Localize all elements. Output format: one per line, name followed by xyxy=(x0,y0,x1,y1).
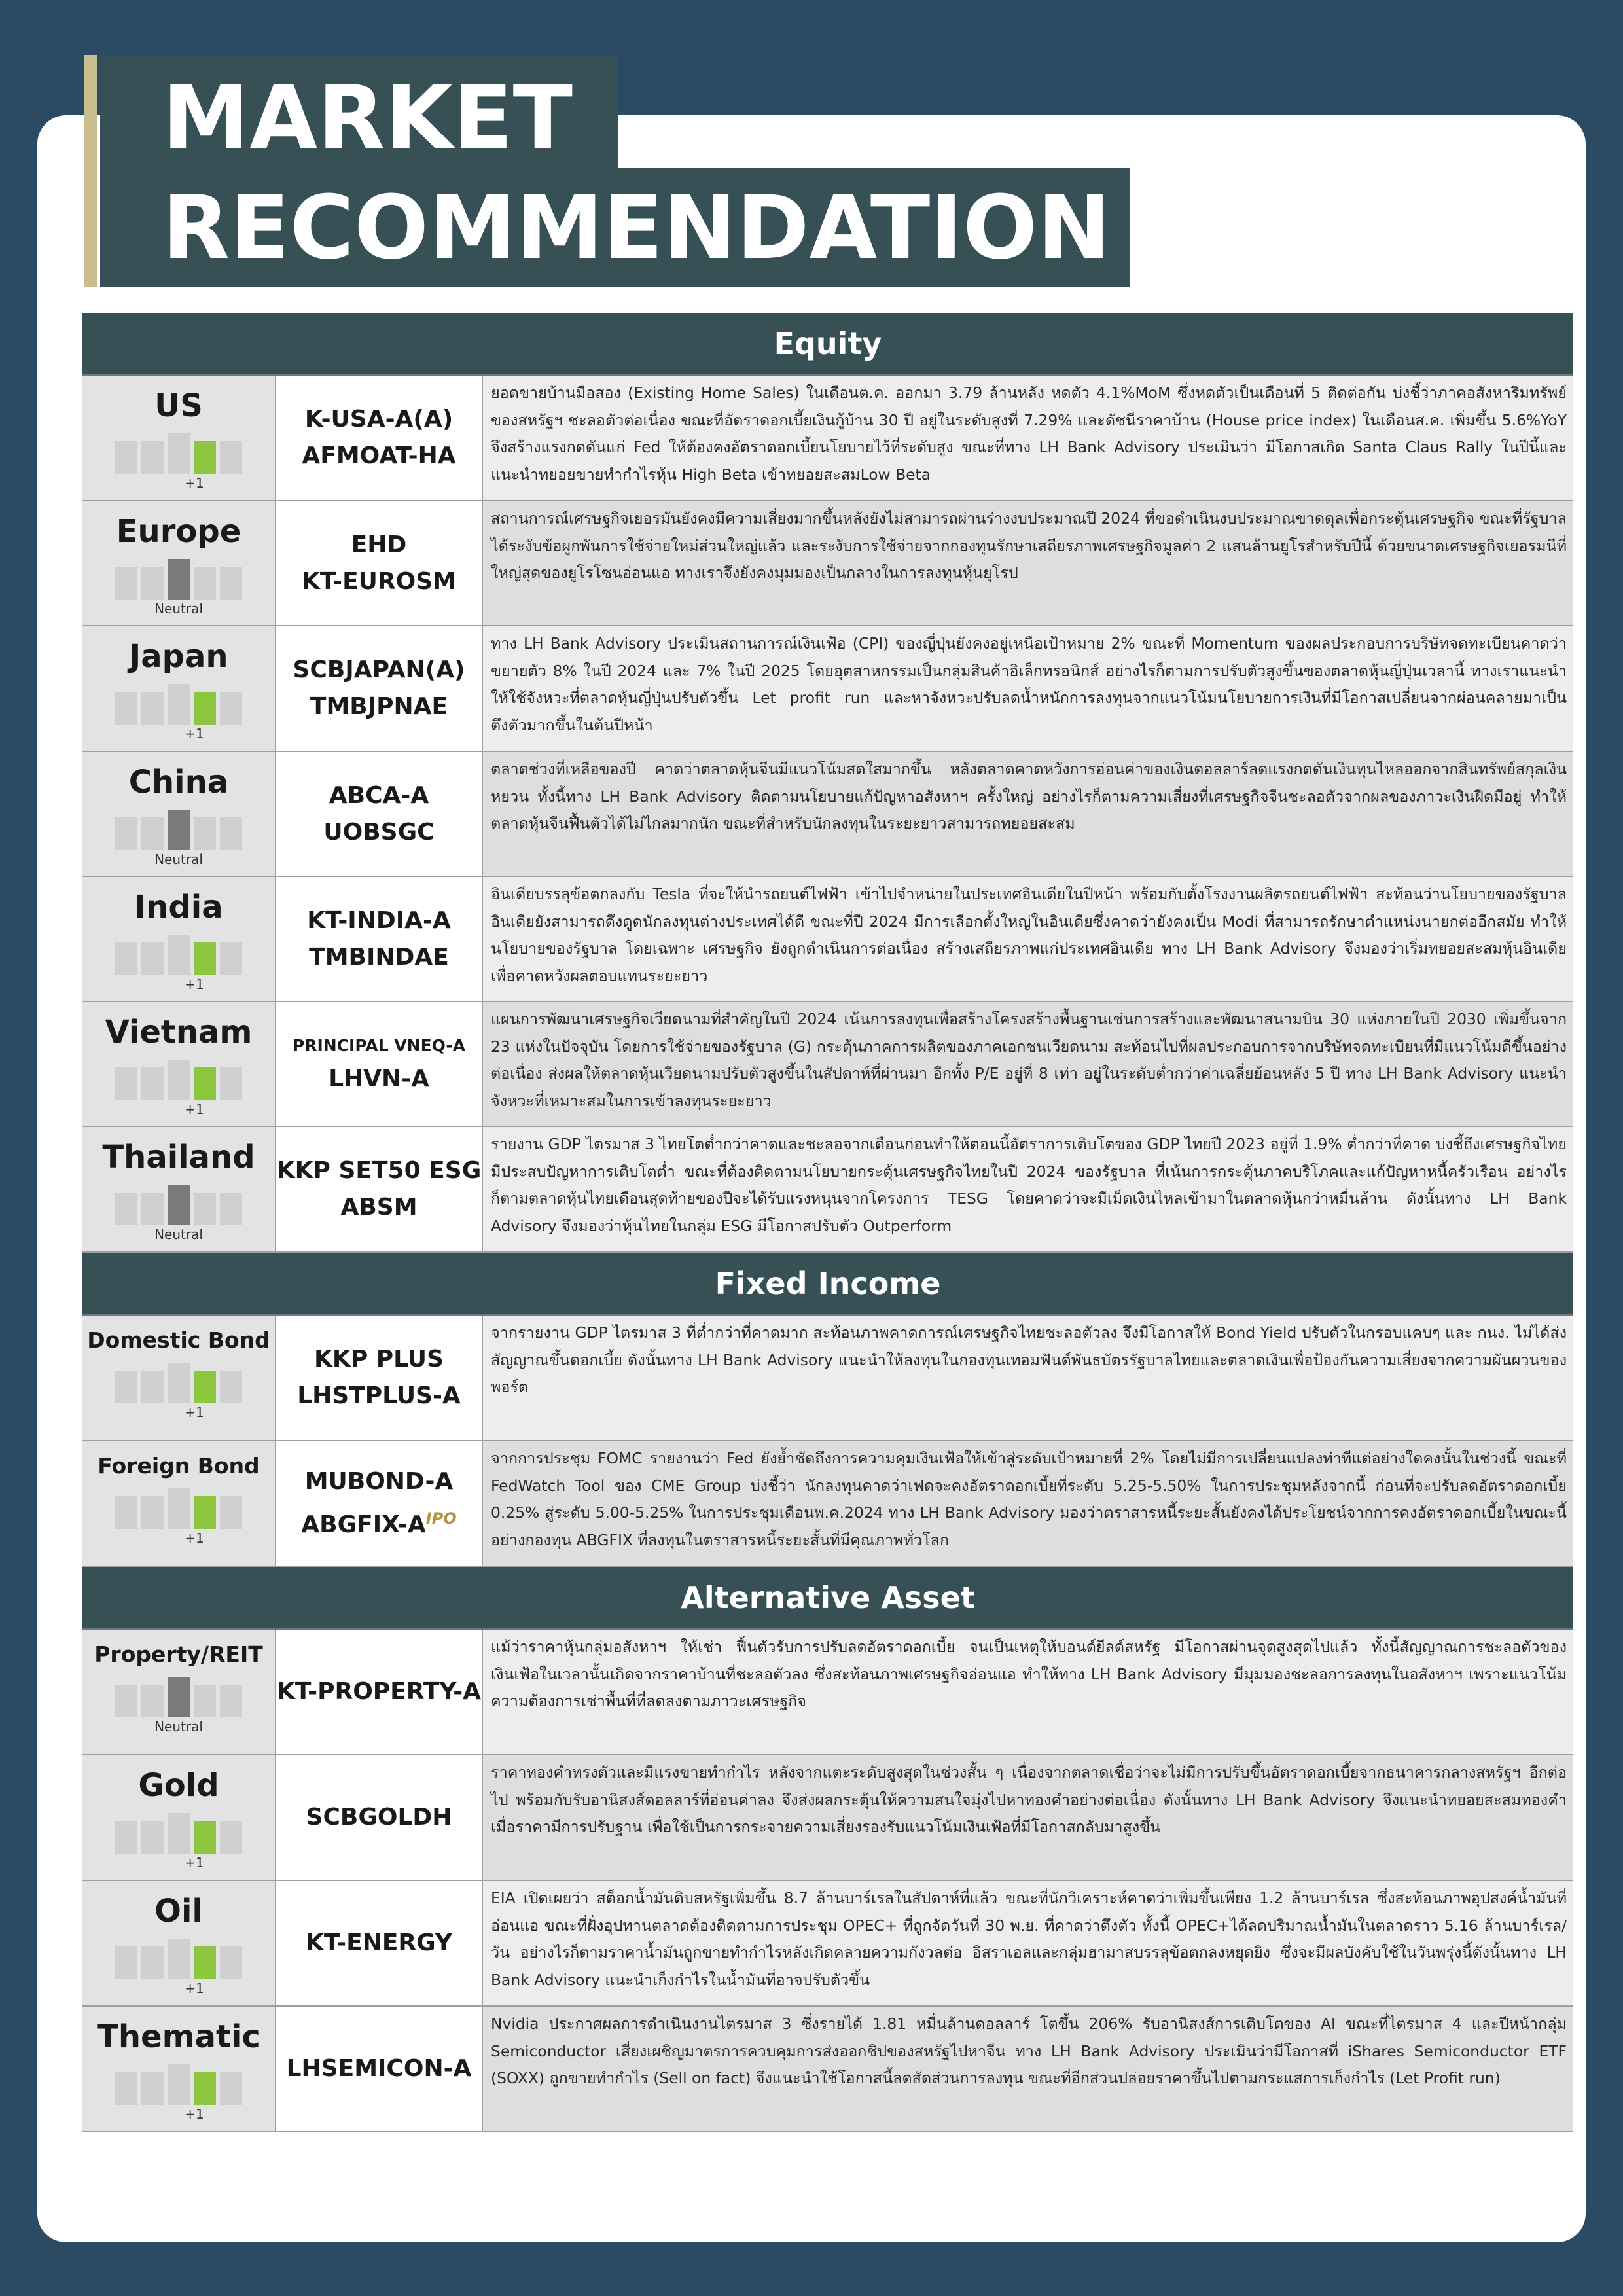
gauge-bar-active xyxy=(168,1677,190,1717)
signal-gauge xyxy=(115,559,242,600)
gauge-bar xyxy=(141,1946,164,1979)
fund-code-text: SCBGOLDH xyxy=(306,1804,452,1831)
fund-cell xyxy=(276,752,483,876)
gauge-bar xyxy=(168,1939,190,1979)
fund-code xyxy=(287,2051,472,2087)
fund-cell xyxy=(276,1630,483,1754)
gauge-bar xyxy=(194,1685,216,1717)
market-cell xyxy=(82,2007,276,2131)
table-row xyxy=(82,1002,1573,1127)
fund-code-text: KKP PLUS xyxy=(314,1346,444,1372)
market-cell xyxy=(82,1002,276,1126)
market-name: Domestic Bond xyxy=(87,1327,270,1353)
gauge-bar xyxy=(141,1821,164,1854)
gauge-bar xyxy=(141,692,164,725)
table-row xyxy=(82,1881,1573,2007)
fund-code xyxy=(293,1031,465,1061)
signal-label: +1 xyxy=(185,1855,204,1871)
gauge-bar xyxy=(220,1685,242,1717)
signal-gauge xyxy=(115,433,242,474)
fund-code-text: LHSTPLUS-A xyxy=(297,1382,461,1409)
table-row xyxy=(82,501,1573,626)
gauge-bar xyxy=(141,1685,164,1717)
commentary-text: แม้ว่าราคาหุ้นกลุ่มอสังหาฯ ให้เช่า ฟื้นตัวรับการปรับลดอัตราดอกเบี้ย จนเป็นเหตุให้บอนด์ยีลด์สหรัฐ มีโอกาสผ่านจุดสูงสุดไปแล้ว ทั้งนี้สัญญาณการชะลอตัวของเงินเฟ้อในเวลานั้นเกิดจากราคาบ้านที่ชะลอตัวลง ซึ่งสะท้อนภาพเศรษฐกิจอ่อนแอ ทำให้ทาง LH Bank Advisory มีมุมมองชะลอการลงทุนในอสังหาฯ เพราะแนวโน้มความต้องการเช่าพื้นที่ที่ลดลงตามภาวะเศรษฐกิจ xyxy=(483,1630,1573,1754)
title-line-1: MARKET xyxy=(162,67,573,169)
fund-code-text: PRINCIPAL VNEQ-A xyxy=(292,1035,466,1055)
gauge-bar xyxy=(168,1363,190,1403)
signal-gauge xyxy=(115,1488,242,1529)
market-name: Thematic xyxy=(97,2018,260,2055)
gauge-bar xyxy=(141,1067,164,1100)
commentary-text: ราคาทองคำทรงตัวและมีแรงขายทำกำไร หลังจากแตะระดับสูงสุดในช่วงสั้น ๆ เนื่องจากตลาดเชื่อว่าจะไม่มีการปรับขึ้นอัตราดอกเบี้ยจากธนาคารกลางสหรัฐฯ อีกต่อไป พร้อมกับรับอานิสงส์ดอลลาร์ที่อ่อนค่าลง จึงส่งผลกระตุ้นให้ความสนใจมุ่งไปหาทองคำอย่างต่อเนื่อง ดังนั้นทาง LH Bank Advisory จึงแนะนำทยอยสะสมทองคำ เมื่อราคามีการปรับฐาน เพื่อใช้เป็นการกระจายความเสี่ยงรองรับแนวโน้มเงินเฟ้อที่มีโอกาสกลับมาสูงขึ้น xyxy=(483,1755,1573,1880)
gauge-bar xyxy=(141,1496,164,1529)
fund-code xyxy=(301,1500,456,1543)
signal-gauge xyxy=(115,810,242,850)
fund-cell xyxy=(276,1127,483,1251)
gauge-bar xyxy=(141,1371,164,1403)
signal-gauge xyxy=(115,1677,242,1717)
fund-code xyxy=(310,689,448,725)
gauge-bar xyxy=(194,567,216,600)
gauge-bar-active xyxy=(194,692,216,725)
commentary-text: EIA เปิดเผยว่า สต็อกน้ำมันดิบสหรัฐเพิ่มขึ้น 8.7 ล้านบาร์เรลในสัปดาห์ที่แล้ว ขณะที่นักวิเคราะห์คาดว่าเพิ่มขึ้นเพียง 1.2 ล้านบาร์เรล ซึ่งสะท้อนภาพอุปสงค์น้ำมันที่อ่อนแอ ขณะที่ฝั่งอุปทานตลาดต้องติดตามการประชุม OPEC+ ที่ถูกจัดวันที่ 30 พ.ย. ที่คาดว่าตึงตัว ทั้งนี้ OPEC+ได้ลดปริมาณน้ำมันในตลาดราว 5.16 ล้านบาร์เรล/วัน อย่างไรก็ตามราคาน้ำมันถูกขายทำกำไรหลังเกิดคลายความกังวลต่อ อิสราเอลและกลุ่มฮามาสบรรลุข้อตกลงหยุดยิง ซึ่งจะมีผลบังคับใช้ในวันพรุ่งนี้ดังนั้นทาง LH Bank Advisory แนะนำเก็งกำไรในน้ำมันที่อาจปรับตัวขึ้น xyxy=(483,1881,1573,2005)
table-row xyxy=(82,752,1573,877)
title-accent-bar xyxy=(84,55,97,287)
table-row xyxy=(82,877,1573,1002)
fund-cell xyxy=(276,877,483,1001)
gauge-bar xyxy=(220,942,242,975)
fund-code-text: EHD xyxy=(351,531,407,558)
gauge-bar xyxy=(220,1067,242,1100)
signal-label: +1 xyxy=(185,2106,204,2122)
fund-code-text: LHVN-A xyxy=(329,1065,429,1092)
fund-code xyxy=(329,1061,429,1098)
fund-code xyxy=(307,903,451,939)
commentary-text: จากการประชุม FOMC รายงานว่า Fed ยังย้ำชัดถึงการความคุมเงินเฟ้อให้เข้าสู่ระดับเป้าหมายที่ 2% โดยไม่มีการเปลี่ยนแปลงท่าทีแต่อย่างใดคงนั้นในช่วงนี้ ขณะที่ FedWatch Tool ของ CME Group บ่งชี้ว่า นักลงทุนคาดว่าเฟดจะคงอัตราดอกเบี้ยที่ระดับ 5.25-5.50% ในการประชุมหลังจากนี้ ก่อนที่จะปรับลดอัตราดอกเบี้ย 0.25% สู่ระดับ 5.00-5.25% ในการประชุมเดือนพ.ค.2024 ทาง LH Bank Advisory มองว่าตราสารหนี้ระยะสั้นยังคงได้ประโยชน์จากการคงอัตราดอกเบี้ยในขณะนี้ อย่างกองทุน ABGFIX ที่ลงทุนในตราสารหนี้ระยะสั้นที่มีคุณภาพทั่วโลก xyxy=(483,1441,1573,1566)
fund-code-text: KT-ENERGY xyxy=(306,1929,452,1956)
gauge-bar xyxy=(220,1946,242,1979)
gauge-bar xyxy=(168,433,190,474)
gauge-bar xyxy=(220,2072,242,2105)
recommendation-table xyxy=(82,313,1573,2132)
market-cell xyxy=(82,501,276,625)
gauge-bar xyxy=(220,1193,242,1225)
gauge-bar xyxy=(168,2064,190,2105)
commentary-text: จากรายงาน GDP ไตรมาส 3 ที่ต่ำกว่าที่คาดมาก สะท้อนภาพคาดการณ์เศรษฐกิจไทยชะลอตัวลง จึงมีโอกาสให้ Bond Yield ปรับตัวในกรอบแคบๆ และ กนง. ไม่ได้ส่งสัญญาณขึ้นดอกเบี้ย ดังนั้นทาง LH Bank Advisory แนะนำให้ลงทุนในกองทุนเทอมฟันด์พันธบัตรรัฐบาลไทยและตลาดเงินเพื่อป้องกันความเสี่ยงจากความผันผวนของพอร์ต xyxy=(483,1316,1573,1440)
fund-code xyxy=(309,939,449,976)
gauge-bar xyxy=(115,1685,137,1717)
fund-code-text: SCBJAPAN(A) xyxy=(293,656,465,683)
market-name: Oil xyxy=(154,1893,203,1929)
gauge-bar xyxy=(220,1496,242,1529)
fund-code xyxy=(340,1189,417,1226)
signal-gauge xyxy=(115,1813,242,1854)
gauge-bar-active xyxy=(194,2072,216,2105)
signal-gauge xyxy=(115,935,242,975)
fund-code xyxy=(329,778,429,814)
fund-cell xyxy=(276,1002,483,1126)
fund-code xyxy=(305,401,453,438)
fund-code xyxy=(302,438,455,475)
fund-code-text: TMBJPNAE xyxy=(310,693,448,720)
section-header-fixed-income: Fixed Income xyxy=(82,1253,1573,1316)
table-row xyxy=(82,1127,1573,1253)
gauge-bar-active xyxy=(194,441,216,474)
fund-code-text: ABGFIX-A xyxy=(301,1511,426,1538)
title-line-2: RECOMMENDATION xyxy=(162,177,1111,279)
gauge-bar xyxy=(194,817,216,850)
fund-cell xyxy=(276,376,483,500)
fund-code xyxy=(351,527,407,564)
market-name: Property/REIT xyxy=(94,1641,263,1667)
section-header-equity: Equity xyxy=(82,313,1573,376)
gauge-bar-active xyxy=(194,1067,216,1100)
fund-code xyxy=(314,1341,444,1378)
gauge-bar-active xyxy=(168,559,190,600)
signal-label: +1 xyxy=(185,977,204,992)
gauge-bar xyxy=(220,1371,242,1403)
market-cell xyxy=(82,877,276,1001)
fund-cell xyxy=(276,626,483,751)
gauge-bar-active xyxy=(194,1371,216,1403)
gauge-bar-active xyxy=(194,1496,216,1529)
signal-gauge xyxy=(115,684,242,725)
gauge-bar-active xyxy=(194,1946,216,1979)
table-row xyxy=(82,626,1573,752)
gauge-bar xyxy=(115,1946,137,1979)
gauge-bar xyxy=(141,942,164,975)
market-name: US xyxy=(154,387,203,424)
fund-code-text: K-USA-A(A) xyxy=(304,406,454,433)
signal-label: +1 xyxy=(185,1405,204,1420)
fund-cell xyxy=(276,1881,483,2005)
fund-code-text: KKP SET50 ESG xyxy=(276,1157,482,1184)
signal-label: Neutral xyxy=(154,1227,203,1242)
commentary-text: แผนการพัฒนาเศรษฐกิจเวียดนามที่สำคัญในปี 2024 เน้นการลงทุนเพื่อสร้างโครงสร้างพื้นฐานเช่นการสร้างและพัฒนาสนามบิน 30 แห่งภายในปี 2030 เพิ่มขึ้นจาก 23 แห่งในปัจจุบัน โดยการใช้จ่ายของรัฐบาล (G) กระตุ้นภาคการผลิตของภาคเอกชนเวียดนาม สะท้อนไปที่ผลประกอบการจากบริษัทจดทะเบียนที่มีแนวโน้มดีขึ้นอย่างต่อเนื่อง ส่งผลให้ตลาดหุ้นเวียดนามปรับตัวสูงขึ้นในสัปดาห์ที่ผ่านมา อีกทั้ง P/E อยู่ที่ 8 เท่า อยู่ในระดับต่ำกว่าค่าเฉลี่ยย้อนหลัง 5 ปี ทาง LH Bank Advisory แนะนำจังหวะที่เหมาะสมในการเข้าลงทุนระยะยาว xyxy=(483,1002,1573,1126)
market-name: Thailand xyxy=(102,1139,255,1175)
gauge-bar-active xyxy=(168,810,190,850)
gauge-bar xyxy=(115,2072,137,2105)
gauge-bar xyxy=(168,1813,190,1854)
table-row xyxy=(82,1630,1573,1755)
fund-cell xyxy=(276,2007,483,2131)
commentary-text: อินเดียบรรลุข้อตกลงกับ Tesla ที่จะให้นำรถยนต์ไฟฟ้า เข้าไปจำหน่ายในประเทศอินเดียในปีหน้า พร้อมกับตั้งโรงงานผลิตรถยนต์ไฟฟ้า สะท้อนว่านโยบายของรัฐบาลอินเดียยังสามารถดึงดูดนักลงทุนต่างประเทศได้ดี ขณะที่ปี 2024 มีการเลือกตั้งใหญ่ในอินเดียซึ่งคาดว่ายังคงเป็น Modi ที่สามารถรักษาตำแหน่งนายกต่ออีกสมัย ทำให้นโยบายของรัฐบาล โดยเฉพาะ เศรษฐกิจ ยังถูกดำเนินการต่อเนื่อง สร้างเสถียรภาพแก่ประเทศอินเดีย ทาง LH Bank Advisory จึงมองว่าเริ่มทยอยสะสมหุ้นอินเดีย เพื่อคาดหวังผลตอบแทนระยะยาว xyxy=(483,877,1573,1001)
fund-code xyxy=(302,564,456,600)
commentary-text: รายงาน GDP ไตรมาส 3 ไทยโตต่ำกว่าคาดและชะลอจากเดือนก่อนทำให้ตอนนี้อัตราการเติบโตของ GDP ไทยปี 2023 อยู่ที่ 1.9% ต่ำกว่าที่คาด บ่งชี้ถึงเศรษฐกิจไทยมีประสบปัญหาการเติบโตต่ำ ขณะที่ต้องติดตามนโยบายกระตุ้นเศรษฐกิจไทยในปี 2024 ของรัฐบาล ที่เน้นการกระตุ้นภาคบริโภคและแก้ปัญหาหนี้ครัวเรือน อย่างไรก็ตามตลาดหุ้นไทยเดือนสุดท้ายของปีจะได้รับแรงหนุนจากโครงการ TESG โดยคาดว่าจะมีเม็ดเงินไหลเข้ามาในตลาดหุ้นกว่าหมื่นล้าน ดังนั้นทาง LH Bank Advisory จึงมองว่าหุ้นไทยในกลุ่ม ESG มีโอกาสปรับตัว Outperform xyxy=(483,1127,1573,1251)
market-name: Gold xyxy=(138,1767,219,1804)
fund-code-text: KT-INDIA-A xyxy=(307,906,451,934)
market-name: India xyxy=(134,889,223,925)
gauge-bar-active xyxy=(168,1185,190,1225)
gauge-bar xyxy=(115,817,137,850)
gauge-bar xyxy=(220,441,242,474)
table-row xyxy=(82,376,1573,501)
fund-code xyxy=(323,814,434,851)
commentary-text: ยอดขายบ้านมือสอง (Existing Home Sales) ในเดือนต.ค. ออกมา 3.79 ล้านหลัง หดตัว 4.1%MoM ซึ่งหดตัวเป็นเดือนที่ 5 ติดต่อกัน บ่งชี้ว่าภาคอสังหาริมทรัพย์ของสหรัฐฯ ชะลอตัวต่อเนื่อง ขณะที่อัตราดอกเบี้ยเงินกู้บ้าน 30 ปี อยู่ในระดับสูงที่ 7.29% และดัชนีราคาบ้าน (House price index) ในเดือนส.ค. เพิ่มขึ้น 5.6%YoY จึงสร้างแรงกดดันแก่ Fed ให้ต้องคงอัตราดอกเบี้ยนโยบายไว้ที่ระดับสูง ขณะที่ทาง LH Bank Advisory ประเมินว่า มีโอกาสเกิด Santa Claus Rally ในปีนี้และแนะนำทยอยขายทำกำไรหุ้น High Beta เข้าทยอยสะสมLow Beta xyxy=(483,376,1573,500)
market-cell xyxy=(82,1755,276,1880)
table-row xyxy=(82,2007,1573,2132)
gauge-bar xyxy=(115,1821,137,1854)
market-name: Vietnam xyxy=(105,1014,253,1050)
fund-cell xyxy=(276,1755,483,1880)
fund-code-text: UOBSGC xyxy=(323,818,435,846)
gauge-bar xyxy=(115,1067,137,1100)
signal-label: Neutral xyxy=(154,852,203,867)
gauge-bar xyxy=(115,1193,137,1225)
fund-code-text: MUBOND-A xyxy=(304,1468,454,1495)
gauge-bar xyxy=(220,567,242,600)
market-cell xyxy=(82,1630,276,1754)
signal-label: +1 xyxy=(185,1530,204,1546)
signal-label: +1 xyxy=(185,475,204,491)
fund-code xyxy=(306,1925,452,1962)
gauge-bar xyxy=(115,441,137,474)
section-header-alternative: Alternative Asset xyxy=(82,1567,1573,1630)
commentary-text: ทาง LH Bank Advisory ประเมินสถานการณ์เงินเฟ้อ (CPI) ของญี่ปุ่นยังคงอยู่เหนือเป้าหมาย 2% ขณะที่ Momentum ของผลประกอบการบริษัทจดทะเบียนคาดว่าขยายตัว 8% ในปี 2024 และ 7% ในปี 2025 โดยอุตสาหกรรมเป็นกลุ่มสินค้าอิเล็กทรอนิกส์ อย่างไรก็ตามการปรับตัวสูงขึ้นของตลาดหุ้นญี่ปุ่นเวลานี้ ทางเราแนะนำให้ใช้จังหวะที่ตลาดหุ้นญี่ปุ่นปรับตัวขึ้น Let profit run และหาจังหวะปรับลดน้ำหนักการลงทุนจากแนวโน้มนโยบายการเงินที่มีโอกาสเปลี่ยนจากผ่อนคลายมาเป็นตึงตัวมากขึ้นในต้นปีหน้า xyxy=(483,626,1573,751)
gauge-bar xyxy=(194,1193,216,1225)
signal-gauge xyxy=(115,1363,242,1403)
fund-code-text: ABCA-A xyxy=(329,781,429,809)
gauge-bar xyxy=(115,1496,137,1529)
gauge-bar xyxy=(141,567,164,600)
fund-cell xyxy=(276,1316,483,1440)
commentary-text: ตลาดช่วงที่เหลือของปี คาดว่าตลาดหุ้นจีนมีแนวโน้มสดใสมากขึ้น หลังตลาดคาดหวังการอ่อนค่าของเงินดอลลาร์ลดแรงกดดันเงินทุนไหลออกจากสินทรัพย์สกุลเงินหยวน ทั้งนี้ทาง LH Bank Advisory ติดตามนโยบายแก้ปัญหาอสังหาฯ ครั้งใหญ่ อย่างไรก็ตามความเสี่ยงที่เศรษฐกิจจีนชะลอตัวจากผลของภาวะเงินฝืดมีอยู่ ทำให้ตลาดหุ้นจีนฟื้นตัวได้ไม่ไกลมากนัก ขณะที่สำหรับนักลงทุนในระยะยาวสามารถทยอยสะสม xyxy=(483,752,1573,876)
fund-code xyxy=(297,1378,461,1414)
market-cell xyxy=(82,1441,276,1566)
market-name: China xyxy=(128,764,229,800)
market-cell xyxy=(82,626,276,751)
fund-code xyxy=(277,1153,482,1189)
table-row xyxy=(82,1316,1573,1441)
gauge-bar xyxy=(220,1821,242,1854)
market-name: Japan xyxy=(129,638,228,675)
gauge-bar xyxy=(141,817,164,850)
signal-label: Neutral xyxy=(154,1719,203,1734)
fund-code-text: ABSM xyxy=(340,1194,418,1221)
fund-code-text: LHSEMICON-A xyxy=(286,2055,472,2082)
gauge-bar xyxy=(141,1193,164,1225)
market-cell xyxy=(82,752,276,876)
fund-code-text: AFMOAT-HA xyxy=(302,442,456,469)
gauge-bar-active xyxy=(194,1821,216,1854)
fund-code-text: KT-EUROSM xyxy=(301,567,456,595)
fund-cell xyxy=(276,501,483,625)
gauge-bar xyxy=(168,1060,190,1100)
gauge-bar xyxy=(168,935,190,975)
fund-cell xyxy=(276,1441,483,1566)
page-title xyxy=(162,63,1111,283)
fund-code-text: TMBINDAE xyxy=(309,943,449,971)
signal-gauge xyxy=(115,1185,242,1225)
gauge-bar xyxy=(168,684,190,725)
signal-gauge xyxy=(115,2064,242,2105)
fund-code xyxy=(305,1463,454,1500)
fund-code-text: KT-PROPERTY-A xyxy=(276,1678,482,1705)
fund-code xyxy=(293,652,465,689)
table-row xyxy=(82,1755,1573,1881)
gauge-bar xyxy=(115,942,137,975)
signal-label: +1 xyxy=(185,726,204,742)
fund-code xyxy=(277,1674,481,1710)
signal-gauge xyxy=(115,1060,242,1100)
gauge-bar xyxy=(220,692,242,725)
gauge-bar xyxy=(141,2072,164,2105)
gauge-bar xyxy=(115,692,137,725)
commentary-text: สถานการณ์เศรษฐกิจเยอรมันยังคงมีความเสี่ยงมากขึ้นหลังยังไม่สามารถผ่านร่างงบประมาณปี 2024 ที่ขอดำเนินงบประมาณขาดดุลเพื่อกระตุ้นเศรษฐกิจ ขณะที่รัฐบาลได้ระงับข้อผูกพันการใช้จ่ายใหม่ส่วนใหญ่แล้ว และระงับการใช้จ่ายจากกองทุนรักษาเสถียรภาพเศรษฐกิจมูลค่า 2 แสนล้านยูโรสำหรับปีนี้ ด้วยขนาดเศรษฐกิจเยอรมนีที่ใหญ่สุดของยูโรโซนอ่อนแอ ทางเราจึงยังคงมุมมองเป็นกลางในการลงทุนหุ้นยุโรป xyxy=(483,501,1573,625)
fund-code xyxy=(306,1799,452,1836)
signal-label: Neutral xyxy=(154,601,203,617)
gauge-bar xyxy=(115,567,137,600)
market-cell xyxy=(82,1316,276,1440)
ipo-badge: IPO xyxy=(425,1509,457,1528)
market-cell xyxy=(82,1127,276,1251)
gauge-bar xyxy=(141,441,164,474)
signal-label: +1 xyxy=(185,1102,204,1117)
signal-label: +1 xyxy=(185,1981,204,1996)
market-cell xyxy=(82,1881,276,2005)
gauge-bar xyxy=(220,817,242,850)
market-name: Foreign Bond xyxy=(98,1453,260,1479)
table-row xyxy=(82,1441,1573,1567)
signal-gauge xyxy=(115,1939,242,1979)
gauge-bar-active xyxy=(194,942,216,975)
gauge-bar xyxy=(115,1371,137,1403)
commentary-text: Nvidia ประกาศผลการดำเนินงานไตรมาส 3 ซึ่งรายได้ 1.81 หมื่นล้านดอลลาร์ โตขึ้น 206% รับอานิสงส์การเติบโตของ AI ขณะที่ไตรมาส 4 และปีหน้ากลุ่ม Semiconductor เสี่ยงเผชิญมาตรการควบคุมการส่งออกชิปของสหรัฐไปหาจีน ทาง LH Bank Advisory ประเมินว่ามีโอกาสที่ iShares Semiconductor ETF (SOXX) ถูกขายทำกำไร (Sell on fact) จึงแนะนำใช้โอกาสนี้ลดสัดส่วนการลงทุน ขณะที่อีกส่วนปล่อยราคาขึ้นไปตามกระแสการเก็งกำไร (Let Profit run) xyxy=(483,2007,1573,2131)
market-name: Europe xyxy=(116,513,241,550)
market-cell xyxy=(82,376,276,500)
gauge-bar xyxy=(168,1488,190,1529)
